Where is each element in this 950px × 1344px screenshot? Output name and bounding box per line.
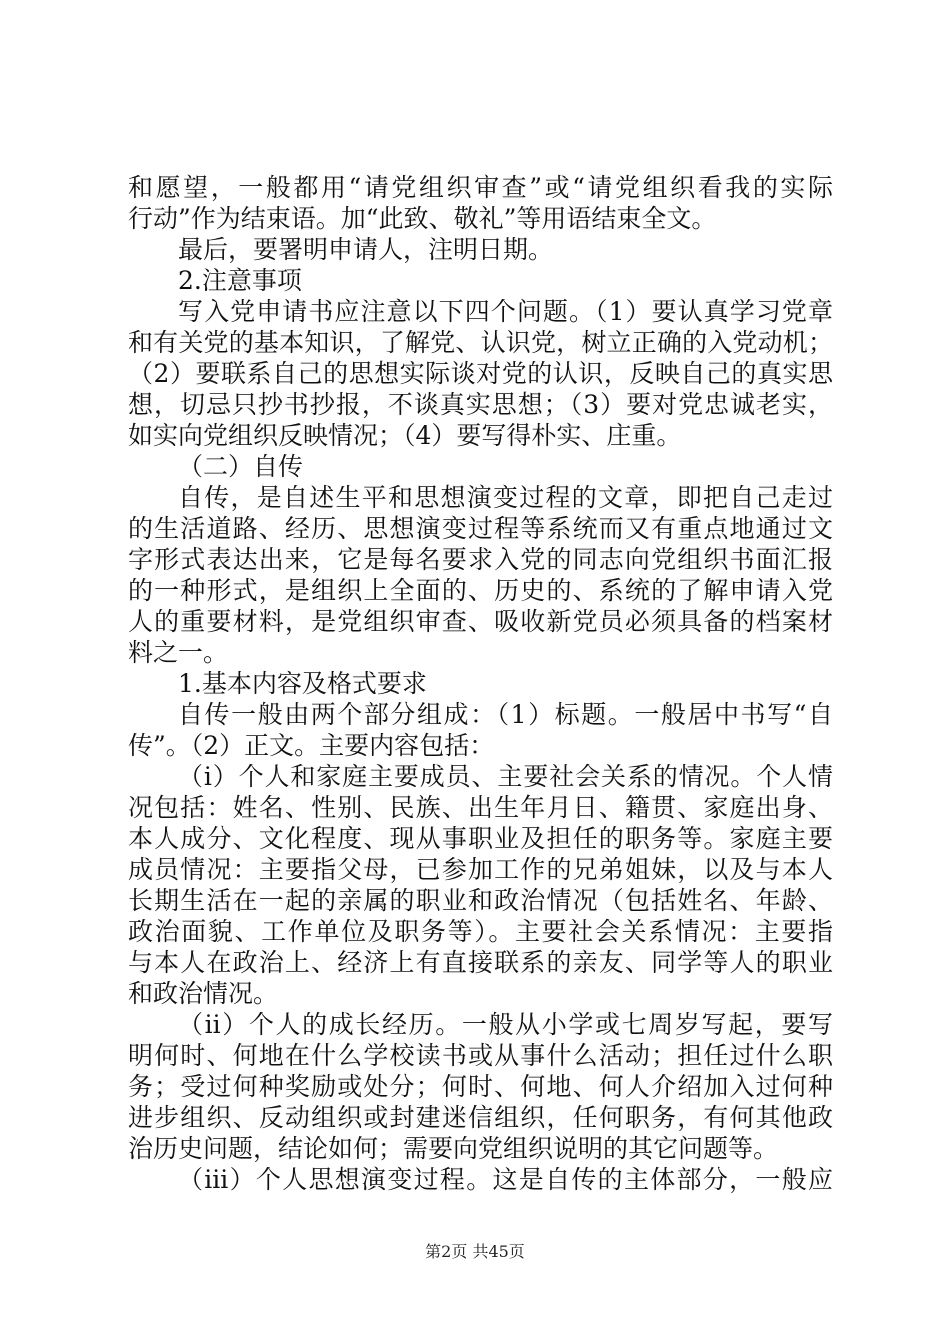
document-body <box>128 172 833 1195</box>
text-line: 想，切忌只抄书抄报，不谈真实思想；（3）要对党忠诚老实， <box>128 390 833 419</box>
text-line: 况包括：姓名、性别、民族、出生年月日、籍贯、家庭出身、 <box>128 793 833 822</box>
text-line: 自传一般由两个部分组成：（1）标题。一般居中书写“自 <box>178 700 833 729</box>
text-line: 与本人在政治上、经济上有直接联系的亲友、同学等人的职业 <box>128 948 833 977</box>
text-line: 1.基本内容及格式要求 <box>178 669 427 698</box>
text-line: 长期生活在一起的亲属的职业和政治情况（包括姓名、年龄、 <box>128 886 833 915</box>
text-line: 明何时、何地在什么学校读书或从事什么活动；担任过什么职 <box>128 1041 833 1070</box>
text-line: 传”。（2）正文。主要内容包括： <box>128 731 495 760</box>
text-line: 本人成分、文化程度、现从事职业及担任的职务等。家庭主要 <box>128 824 833 853</box>
text-line: 行动”作为结束语。加“此致、敬礼”等用语结束全文。 <box>128 204 717 233</box>
text-line: 治历史问题，结论如何；需要向党组织说明的其它问题等。 <box>128 1134 779 1163</box>
text-line: 成员情况：主要指父母，已参加工作的兄弟姐妹，以及与本人 <box>128 855 833 884</box>
text-line: 最后，要署明申请人，注明日期。 <box>178 235 554 264</box>
text-line: 自传，是自述生平和思想演变过程的文章，即把自己走过 <box>178 483 833 512</box>
page-footer: 第2页 共45页 <box>425 1242 525 1261</box>
text-line: （2）要联系自己的思想实际谈对党的认识，反映自己的真实思 <box>128 359 833 388</box>
text-line: 写入党申请书应注意以下四个问题。（1）要认真学习党章 <box>178 297 833 326</box>
text-line: 2.注意事项 <box>178 266 302 295</box>
text-line: 字形式表达出来，它是每名要求入党的同志向党组织书面汇报 <box>128 545 833 574</box>
text-line: 的一种形式，是组织上全面的、历史的、系统的了解申请入党 <box>128 576 833 605</box>
text-line: 人的重要材料，是党组织审查、吸收新党员必须具备的档案材 <box>128 607 833 636</box>
text-line: （i）个人和家庭主要成员、主要社会关系的情况。个人情 <box>178 762 833 791</box>
text-line: 进步组织、反动组织或封建迷信组织，任何职务，有何其他政 <box>128 1103 833 1132</box>
text-line: 和愿望，一般都用“请党组织审查”或“请党组织看我的实际 <box>128 173 833 202</box>
text-line: （二）自传 <box>178 452 304 481</box>
text-line: 政治面貌、工作单位及职务等）。主要社会关系情况：主要指 <box>128 917 833 946</box>
text-line: 和政治情况。 <box>128 979 279 1008</box>
text-line: 和有关党的基本知识，了解党、认识党，树立正确的入党动机； <box>128 328 833 357</box>
text-line: 的生活道路、经历、思想演变过程等系统而又有重点地通过文 <box>128 514 833 543</box>
text-line: 如实向党组织反映情况；（4）要写得朴实、庄重。 <box>128 421 682 450</box>
text-line: 务；受过何种奖励或处分；何时、何地、何人介绍加入过何种 <box>128 1072 833 1101</box>
text-line: （iii）个人思想演变过程。这是自传的主体部分，一般应 <box>178 1165 833 1194</box>
text-line: （ii）个人的成长经历。一般从小学或七周岁写起，要写 <box>178 1010 833 1039</box>
text-line: 料之一。 <box>128 638 229 667</box>
